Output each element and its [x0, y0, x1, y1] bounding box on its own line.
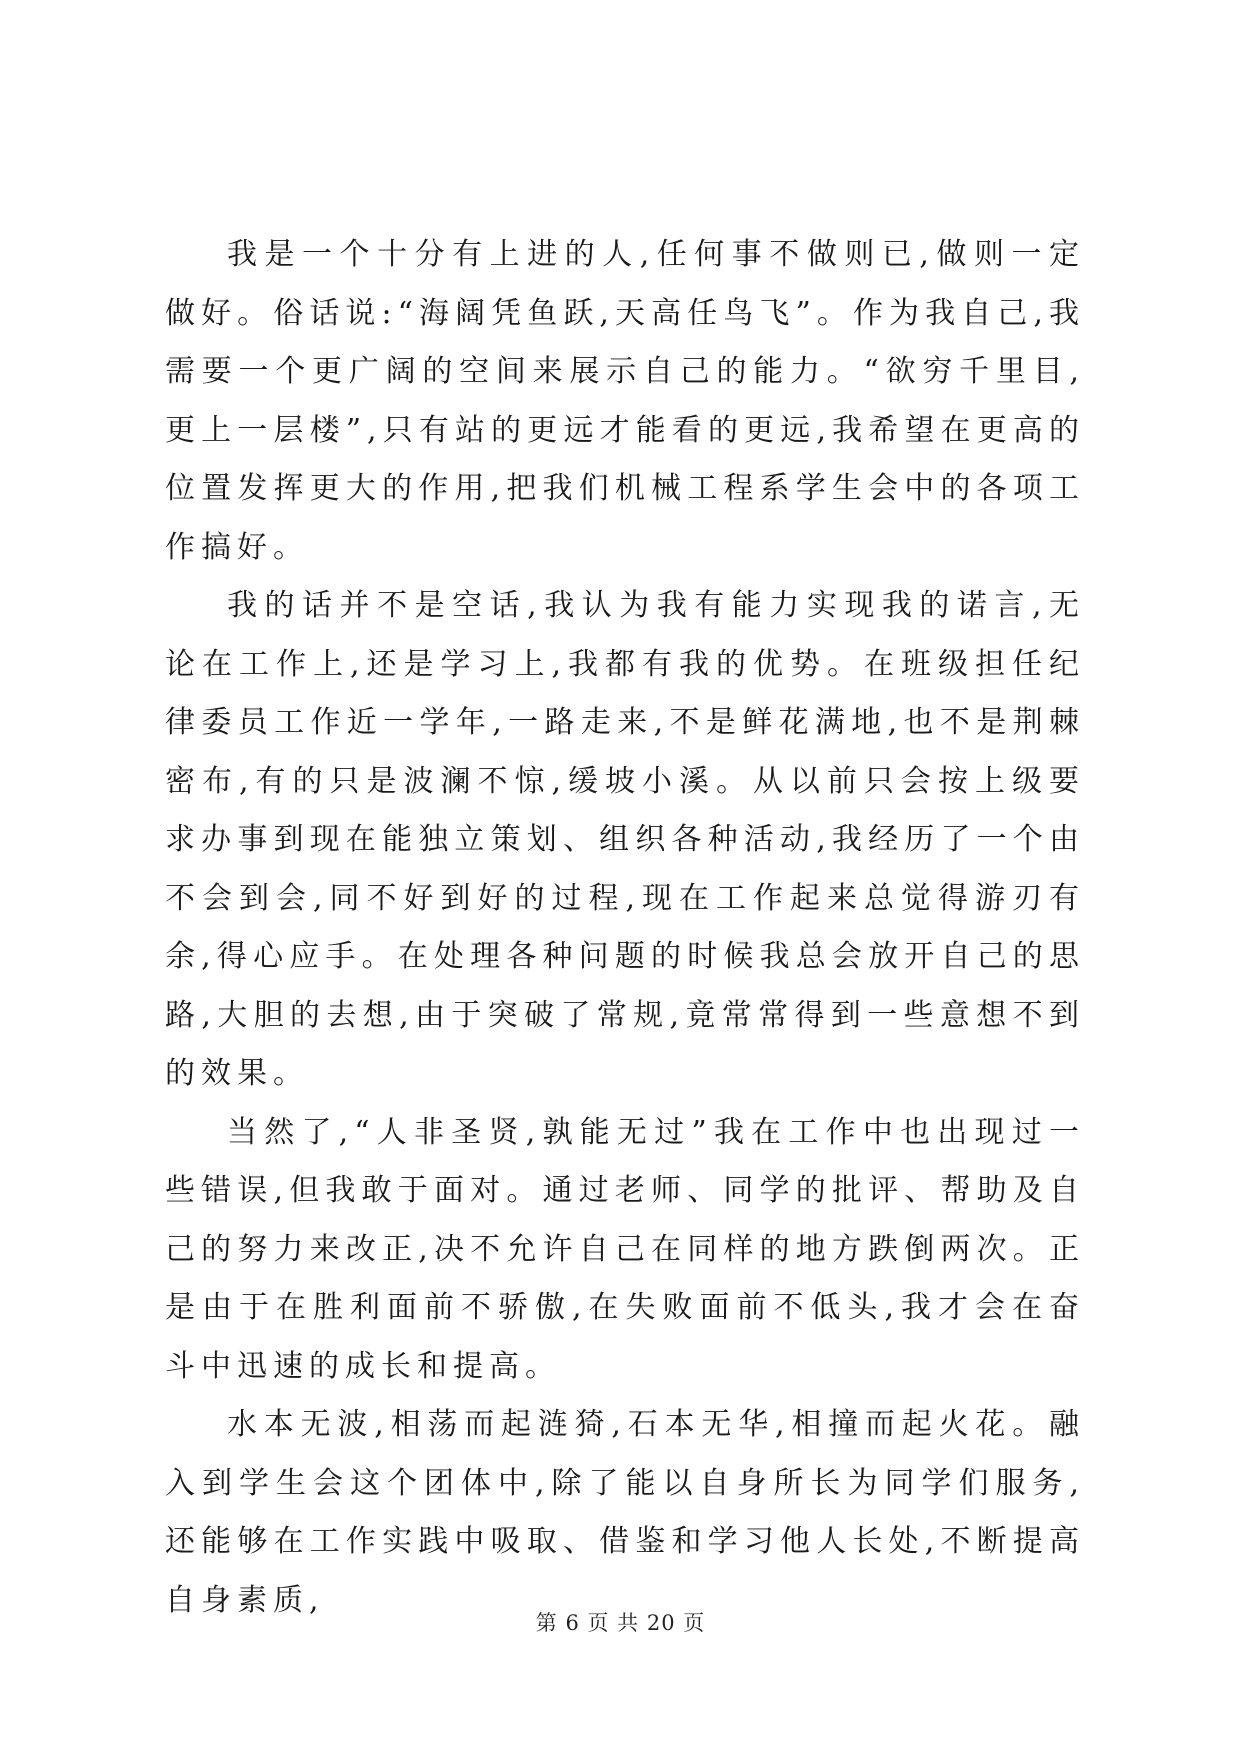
paragraph-1: 我是一个十分有上进的人,任何事不做则已,做则一定做好。俗话说:“海阔凭鱼跃,天高任鸟飞”。作为我自己,我需要一个更广阔的空间来展示自己的能力。“欲穷千里目,更上一层楼”,只有站的更远才能看的更远,我希望在更高的位置发挥更大的作用,把我们机械工程系学生会中的各项工作搞好。: [165, 237, 1085, 565]
paragraph-4: 水本无波,相荡而起涟猗,石本无华,相撞而起火花。融入到学生会这个团体中,除了能以自身所长为同学们服务,还能够在工作实践中吸取、借鉴和学习他人长处,不断提高自身素质,: [165, 1407, 1085, 1618]
page-number-footer: 第 6 页 共 20 页: [535, 1611, 706, 1635]
paragraph-3: 当然了,“人非圣贤,孰能无过”我在工作中也出现过一些错误,但我敢于面对。通过老师、同学的批评、帮助及自己的努力来改正,决不允许自己在同样的地方跌倒两次。正是由于在胜利面前不骄傲,在失败面前不低头,我才会在奋斗中迅速的成长和提高。: [165, 1114, 1085, 1384]
document-body: [165, 226, 1085, 1630]
paragraph-2: 我的话并不是空话,我认为我有能力实现我的诺言,无论在工作上,还是学习上,我都有我的优势。在班级担任纪律委员工作近一学年,一路走来,不是鲜花满地,也不是荆棘密布,有的只是波澜不惊,缓坡小溪。从以前只会按上级要求办事到现在能独立策划、组织各种活动,我经历了一个由不会到会,同不好到好的过程,现在工作起来总觉得游刃有余,得心应手。在处理各种问题的时候我总会放开自己的思路,大胆的去想,由于突破了常规,竟常常得到一些意想不到的效果。: [165, 588, 1085, 1091]
